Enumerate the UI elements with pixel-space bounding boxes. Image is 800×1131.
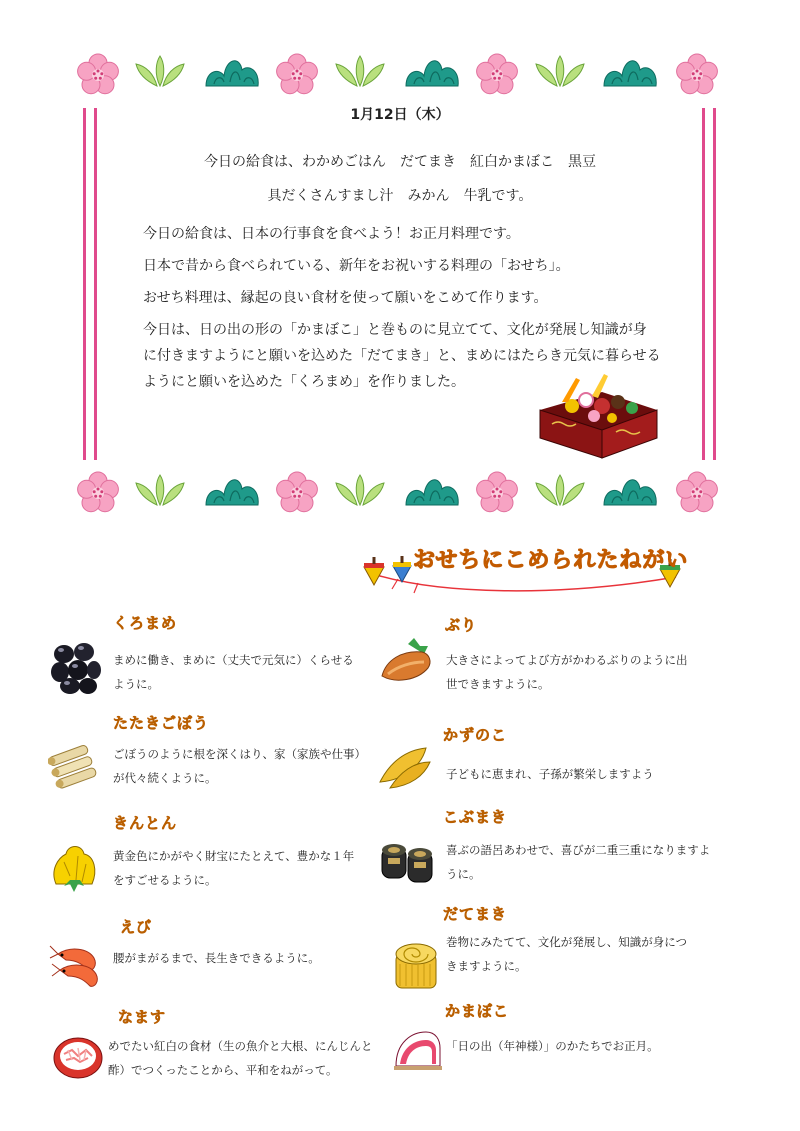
item-title-buri: ぶり — [445, 616, 478, 634]
menu-line-2: 具だくさんすまし汁 みかん 牛乳です。 — [267, 188, 533, 204]
shrimp-icon — [48, 936, 108, 992]
item-title-ebi: えび — [120, 918, 153, 936]
item-desc-namasu: めでたい紅白の食材（生の魚介と大根、にんじんと酢）でつくったことから、平和をねがって。 — [108, 1039, 373, 1077]
date-heading: 1月12日（木） — [350, 107, 450, 123]
body-line-3: おせち料理は、縁起の良い食材を使って願いをこめて作ります。 — [143, 290, 548, 306]
datemaki-icon — [390, 940, 442, 992]
menu-line-1: 今日の給食は、わかめごはん だてまき 紅白かまぼこ 黒豆 — [204, 154, 596, 170]
frame-line-left-inner — [94, 108, 97, 460]
frame-line-left-outer — [83, 108, 86, 460]
item-desc-kinton: 黄金色にかがやく財宝にたとえて、豊かな１年をすごせるように。 — [113, 849, 355, 887]
item-desc-kobumaki: 喜ぶの語呂あわせで、喜びが二重三重になりますように。 — [446, 843, 711, 881]
item-desc-buri: 大きさによってよび方がかわるぶりのように出世できますように。 — [446, 653, 688, 691]
herring-roe-icon — [376, 742, 432, 792]
namasu-icon — [52, 1030, 104, 1082]
black-beans-icon — [50, 640, 102, 696]
bottom-border — [0, 455, 800, 535]
frame-line-right-outer — [713, 108, 716, 460]
item-title-namasu: なます — [118, 1008, 167, 1026]
item-desc-ebi: 腰がまがるまで、長生きできるように。 — [113, 951, 320, 965]
body-line-6: ようにと願いを込めた「くろまめ」を作りました。 — [143, 374, 465, 390]
kobumaki-icon — [380, 838, 436, 886]
body-line-1: 今日の給食は、日本の行事食を食べよう！お正月料理です。 — [143, 226, 520, 242]
yellowtail-icon — [378, 636, 436, 688]
item-title-kamaboko: かまぼこ — [445, 1002, 510, 1020]
kamaboko-icon — [392, 1026, 444, 1072]
item-title-kobumaki: こぶまき — [443, 808, 508, 826]
item-title-kuromame: くろまめ — [113, 614, 178, 632]
item-desc-kuromame: まめに働き、まめに（丈夫で元気に）くらせるように。 — [113, 653, 354, 691]
osechi-box-icon — [532, 372, 662, 462]
item-desc-datemaki: 巻物にみたてて、文化が発展し、知識が身につきますように。 — [446, 935, 688, 973]
item-desc-tatakigobou: ごぼうのように根を深くはり、家（家族や仕事）が代々続くように。 — [113, 747, 361, 785]
body-line-5: に付きますようにと願いを込めた「だてまき」と、まめにはたらき元気に暮らせる — [143, 348, 661, 364]
top-border — [0, 0, 800, 110]
kinton-icon — [48, 840, 100, 896]
item-title-datemaki: だてまき — [443, 905, 508, 923]
item-title-kinton: きんとん — [113, 814, 178, 832]
banner-title: おせちにこめられたねがい — [413, 548, 689, 573]
item-desc-kazunoko: 子どもに恵まれ、子孫が繁栄しますよう — [446, 767, 654, 781]
item-title-tatakigobou: たたきごぼう — [113, 714, 210, 732]
item-title-kazunoko: かずのこ — [443, 726, 508, 744]
body-line-4: 今日は、日の出の形の「かまぼこ」と巻ものに見立てて、文化が発展し知識が身 — [143, 322, 647, 338]
frame-line-right-inner — [702, 108, 705, 460]
burdock-icon — [48, 740, 98, 790]
item-desc-kamaboko: 「日の出（年神様）」のかたちでお正月。 — [446, 1039, 659, 1053]
body-line-2: 日本で昔から食べられている、新年をお祝いする料理の「おせち」。 — [143, 258, 570, 274]
